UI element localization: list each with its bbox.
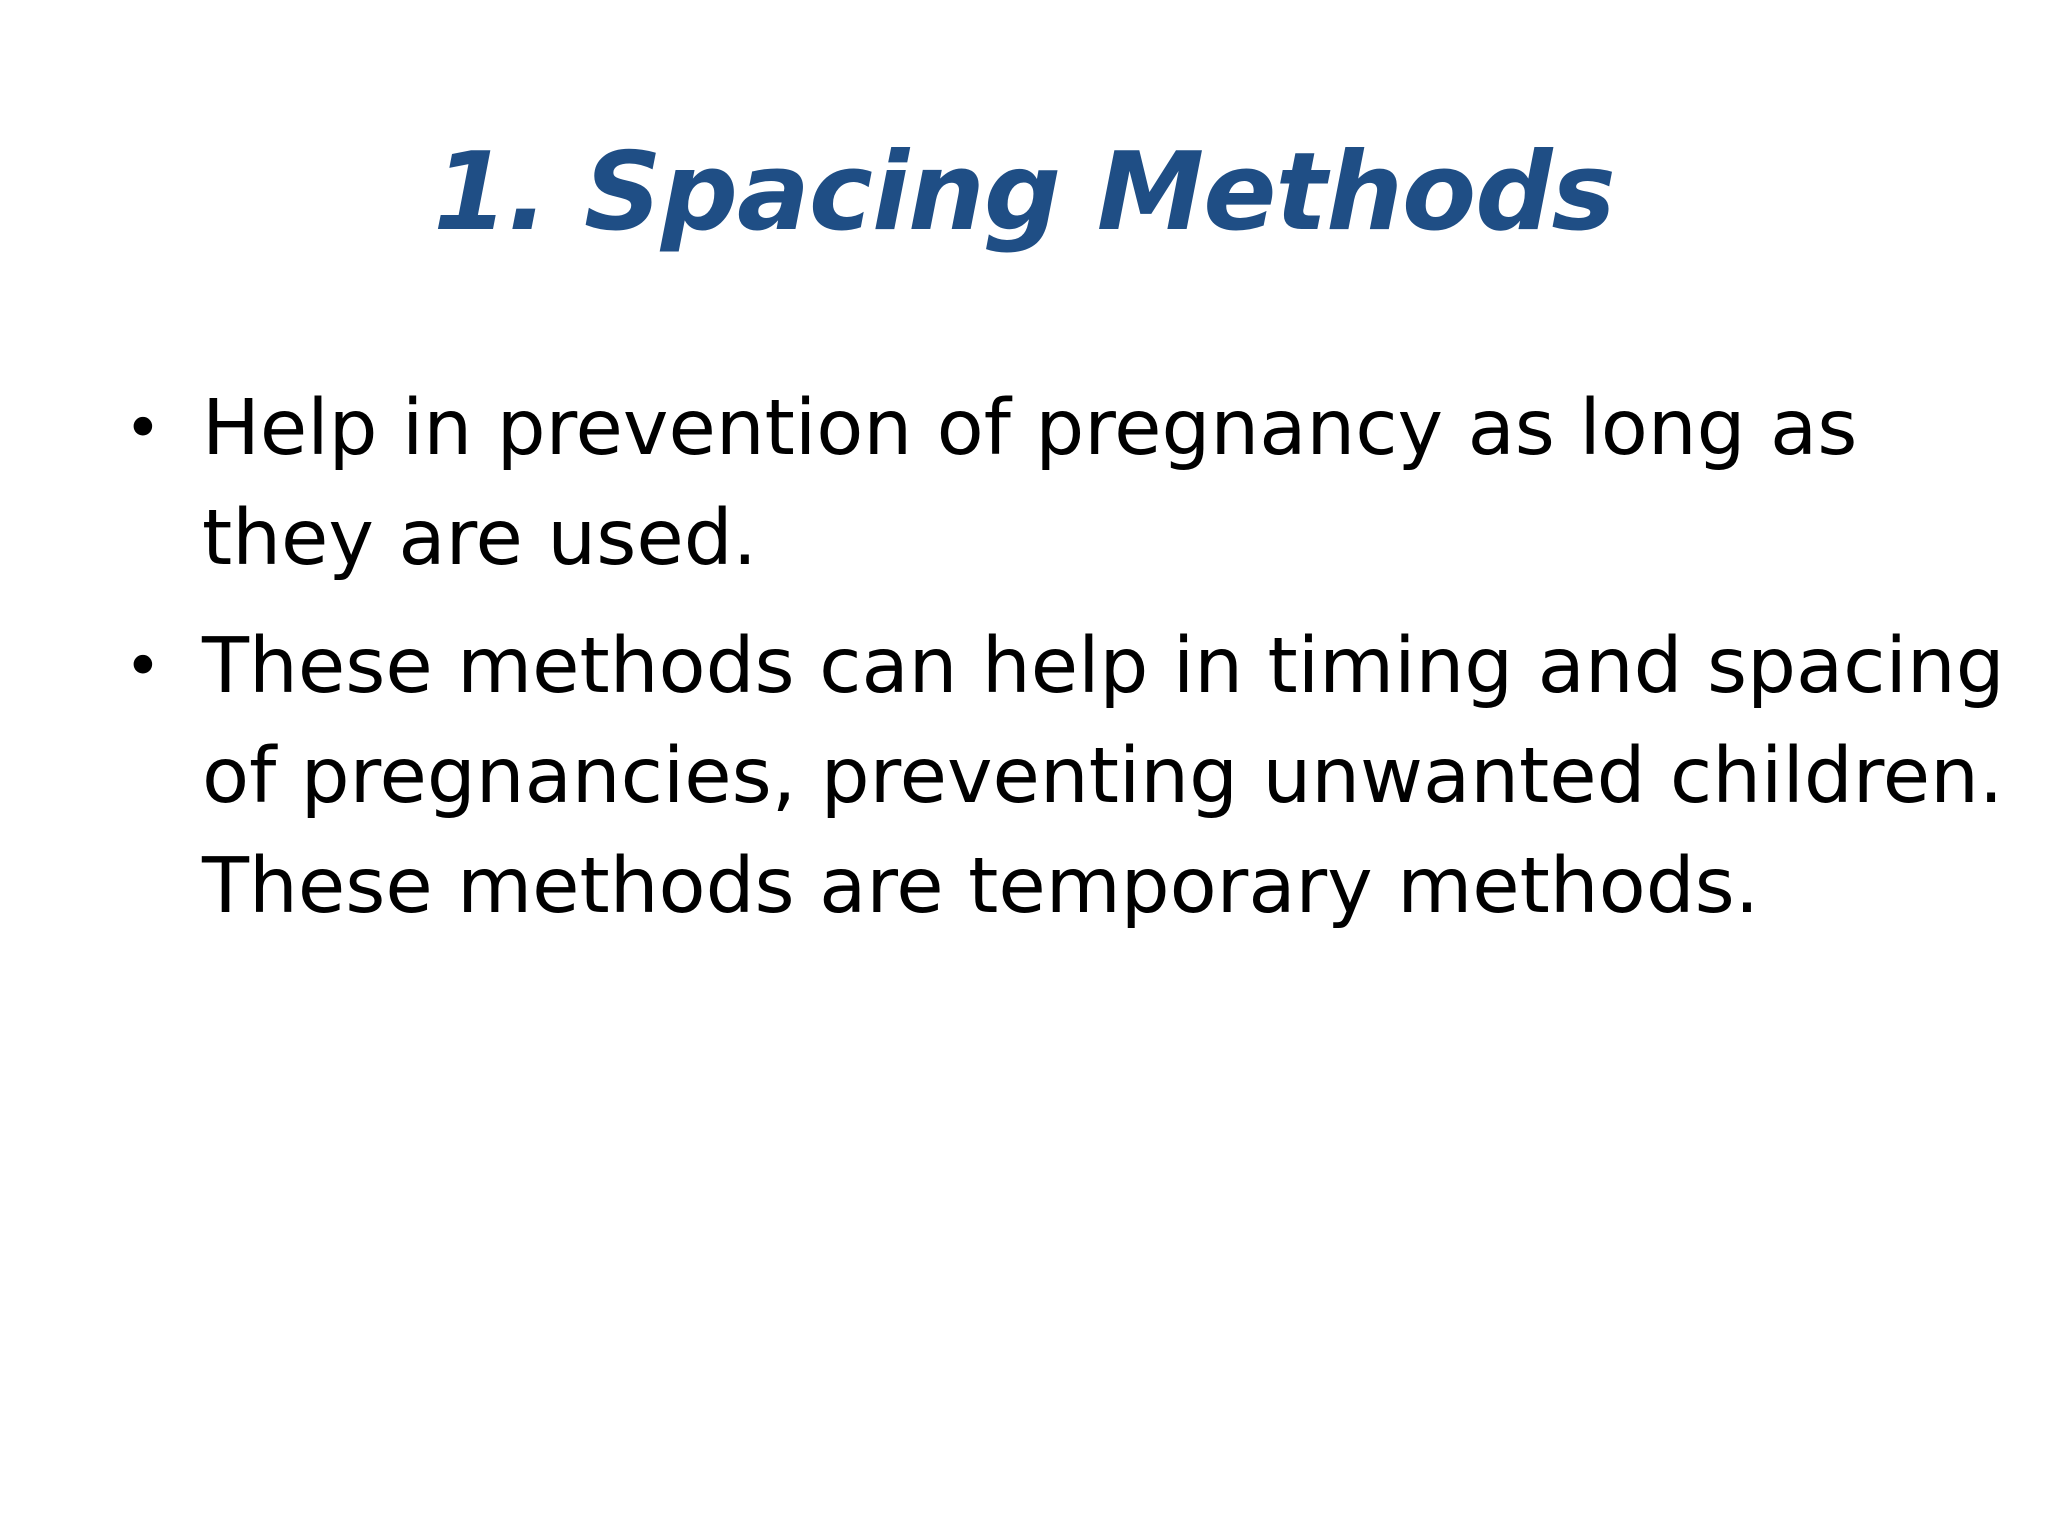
bullet-text-line: of pregnancies, preventing unwanted children. (202, 732, 2004, 821)
slide-title: 1. Spacing Methods (433, 130, 1615, 255)
bullet-text-line: Help in prevention of pregnancy as long as (202, 384, 1858, 473)
bullet-icon: • (124, 630, 162, 704)
bullet-text-line: they are used. (202, 494, 758, 583)
bullet-text-line: These methods can help in timing and spacing (202, 622, 2005, 711)
bullet-item (118, 374, 1978, 594)
bullet-list (118, 374, 2005, 960)
bullet-icon: • (124, 392, 162, 466)
bullet-item (118, 612, 2005, 942)
bullet-text-line: These methods are temporary methods. (202, 842, 1760, 931)
